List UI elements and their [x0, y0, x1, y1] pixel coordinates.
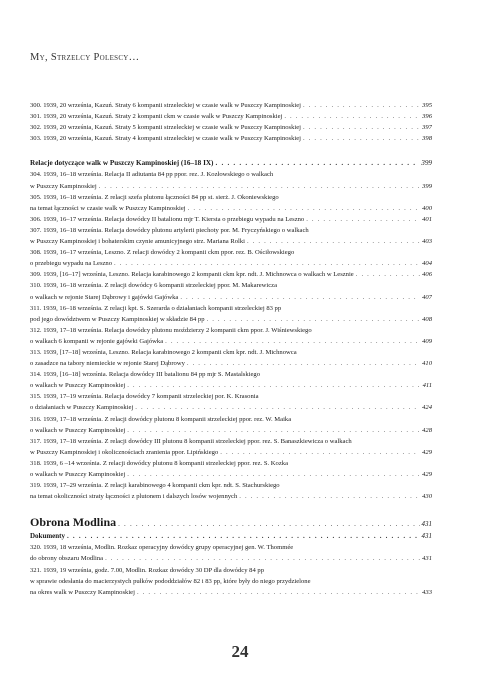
toc-entry-title: 317. 1939, 17–18 września. Z relacji dowódcy III plutonu 8 kompanii strzeleckiej ppor. rez. S. Banaszkiewicza o walkach [30, 437, 352, 445]
toc-entry-page: 403 [422, 238, 432, 246]
toc-entry-line [30, 303, 432, 314]
leader-dots [239, 491, 420, 502]
toc-entry-line [30, 402, 432, 413]
toc-entry-page: 400 [422, 204, 432, 212]
toc-entry-page: 429 [422, 448, 432, 456]
toc-entry-line [30, 292, 432, 303]
toc-entry-line [30, 192, 432, 203]
toc-entry-title: na temat okoliczności straty łączności z plutonem i dalszych losów wojennych [30, 493, 238, 501]
toc-entry-title: 315. 1939, 17–19 września. Relacja dowódcy 7 kompanii strzeleckiej por. K. Krasonia [30, 393, 259, 401]
leader-dots [180, 292, 420, 303]
toc-entry-line [30, 325, 432, 336]
toc-entry-line [30, 369, 432, 380]
toc-entry-page: 399 [421, 159, 432, 168]
toc-entry-title: o walkach w Puszczy Kampinoskiej [30, 471, 126, 478]
toc-entry-line [30, 214, 432, 225]
toc-entry-page: 398 [422, 135, 432, 143]
toc-entry-title: 318. 1939, 6 –14 września. Z relacji dowódcy plutonu 8 kompanii strzeleckiej ppor. rez. S. Kozka [30, 459, 289, 467]
leader-dots [207, 314, 421, 325]
toc-entry-title: 307. 1939, 16–18 września. Relacja dowódcy plutonu artylerii piechoty por. M. Fryczyńskiego o walkach [30, 226, 309, 234]
toc-entry-title: w sprawie odesłania do macierzystych pułków pododdziałów 82 i 83 pp, które były do niego przydzielone [30, 577, 311, 585]
toc-entry-title: o walkach w Puszczy Kampinoskiej [30, 426, 126, 434]
toc-entry-title: o działaniach w Puszczy Kampinoskiej [30, 404, 134, 412]
toc-entry-line [30, 414, 432, 425]
toc-entry-title: na temat łączności w czasie walk w Puszczy Kampinoskiej [30, 204, 186, 212]
toc-entry-page: 410 [422, 360, 432, 368]
leader-dots [118, 516, 419, 531]
toc-entry-title: 308. 1939, 16–17 września, Leszno. Z relacji dowódcy 2 kompanii ckm ppor. rez. B. Ościłowskiego [30, 249, 295, 257]
leader-dots [99, 181, 420, 192]
spacer [30, 144, 432, 158]
toc-entry-title: w Puszczy Kampinoskiej i okolicznościach zranienia ppor. Lipińskiego [30, 448, 219, 456]
toc-entry-title: 306. 1939, 16–17 września. Relacja dowódcy II batalionu mjr T. Kiersta o przebiegu wypadu na Leszno [30, 215, 305, 223]
toc-entry-page: 428 [422, 426, 432, 434]
toc-section-heading [30, 158, 432, 169]
toc-entry-line [30, 111, 432, 122]
toc-entry-line [30, 269, 432, 280]
toc-entry-title: Dokumenty [30, 532, 66, 541]
toc-entry-line [30, 436, 432, 447]
toc-entry-page: 408 [422, 315, 432, 323]
toc-group-modlin-documents [30, 542, 432, 597]
toc-entry-page: 431 [421, 520, 432, 529]
toc-entry-line [30, 336, 432, 347]
toc-group-accounts [30, 169, 432, 502]
toc-entry-line [30, 469, 432, 480]
toc-entry-page: 396 [422, 113, 432, 121]
toc-entry-title: 321. 1939, 19 września, godz. 7.00, Modlin. Rozkaz dowódcy 30 DP dla dowódcy 84 pp [30, 566, 264, 574]
toc-entry-page: 431 [422, 555, 432, 563]
toc-entry-line [30, 258, 432, 269]
toc-entry-title: 310. 1939, 16–18 września. Z relacji dowódcy 6 kompanii strzeleckiej ppor. M. Makarewicza [30, 282, 278, 290]
leader-dots [303, 122, 420, 133]
toc-entry-line [30, 565, 432, 576]
toc-entry-page: 409 [422, 337, 432, 345]
leader-dots [188, 203, 420, 214]
toc-entry-line [30, 236, 432, 247]
toc-entry-page: 433 [422, 588, 432, 596]
toc-entry-line [30, 491, 432, 502]
toc-entry-line [30, 122, 432, 133]
toc-entry-line [30, 100, 432, 111]
toc-entry-title: 316. 1939, 17–18 września. Z relacji dowódcy plutonu 8 kompanii strzeleckiej ppor. rez. W. Maika [30, 415, 292, 423]
toc-entry-page: 395 [422, 102, 432, 109]
leader-dots [356, 269, 420, 280]
toc-entry-line [30, 314, 432, 325]
toc-entry-title: 301. 1939, 20 września, Kazuń. Straty 2 kompanii ckm w czasie walk w Puszczy Kampinoskiej [30, 113, 283, 121]
page-number: 24 [231, 642, 249, 661]
toc-entry-line [30, 280, 432, 291]
toc-entry-page: 411 [422, 382, 432, 390]
toc-entry-title: o walkach w Puszczy Kampinoskiej [30, 382, 126, 390]
toc-entry-page: 429 [422, 471, 432, 478]
toc-entry-line [30, 587, 432, 598]
leader-dots [220, 447, 420, 458]
toc-entry-title: Obrona Modlina [30, 515, 117, 530]
toc-entry-line [30, 347, 432, 358]
toc-entry-title: o zasadzce na tabory niemieckie w rejonie Starej Dąbrowy [30, 360, 185, 368]
toc-entry-page: 431 [421, 532, 432, 541]
table-of-contents [30, 100, 432, 598]
leader-dots [135, 402, 420, 413]
toc-entry-page: 401 [422, 215, 432, 223]
toc-entry-line [30, 380, 432, 391]
leader-dots [114, 258, 420, 269]
toc-entry-page: 399 [422, 182, 432, 190]
toc-entry-title: 314. 1939, [16–18] września. Relacja dowódcy III batalionu 84 pp mjr S. Mastalskiego [30, 371, 260, 379]
toc-entry-title: w Puszczy Kampinoskiej i bohaterskim czynie amunicyjnego strz. Mariana Rolki [30, 238, 245, 246]
toc-subsection-heading [30, 531, 432, 542]
toc-entry-page: 407 [422, 293, 432, 301]
toc-entry-line [30, 203, 432, 214]
toc-entry-line [30, 225, 432, 236]
leader-dots [127, 425, 420, 436]
toc-entry-title: w Puszczy Kampinoskiej [30, 182, 97, 190]
toc-entry-title: o przebiegu wypadu na Leszno [30, 260, 113, 268]
toc-entry-title: 300. 1939, 20 września, Kazuń. Straty 6 kompanii strzeleckiej w czasie walk w Puszczy Kampinoskiej [30, 102, 302, 109]
leader-dots [187, 358, 420, 369]
toc-entry-title: 302. 1939, 20 września, Kazuń. Straty 5 kompanii strzeleckiej w czasie walk w Puszczy Kampinoskiej [30, 124, 302, 132]
toc-entry-line [30, 480, 432, 491]
leader-dots [306, 214, 420, 225]
toc-entry-title: 304. 1939, 16–18 września. Relacja II adiutanta 84 pp ppor. rez. J. Kozłowskiego o walkach [30, 171, 274, 179]
leader-dots [284, 111, 420, 122]
toc-entry-title: 319. 1939, 17–29 września. Z relacji karabinowego 4 kompanii ckm kpr. ndt. S. Stachurskiego [30, 482, 280, 490]
toc-entry-title: 311. 1939, 16–18 września. Z relacji kpt. S. Szerarda o działaniach kompanii strzeleckiej 83 pp [30, 304, 282, 312]
toc-entry-line [30, 447, 432, 458]
leader-dots [303, 133, 420, 144]
toc-entry-page: 430 [422, 493, 432, 501]
toc-entry-line [30, 358, 432, 369]
toc-entry-title: do obrony obszaru Modlina [30, 555, 104, 563]
leader-dots [165, 336, 420, 347]
toc-entry-line [30, 576, 432, 587]
toc-entry-line [30, 169, 432, 180]
toc-entry-line [30, 181, 432, 192]
toc-entry-page: 406 [422, 271, 432, 279]
leader-dots [105, 553, 420, 564]
toc-entry-title: 312. 1939, 17–18 września. Relacja dowódcy plutonu moździerzy 2 kompanii ckm ppor. J. Wiśniewskiego [30, 326, 312, 334]
toc-entry-line [30, 247, 432, 258]
toc-entry-line [30, 458, 432, 469]
toc-entry-title: 305. 1939, 16–18 września. Z relacji szefa plutonu łączności 84 pp st. sierż. J. Okoniewskiego [30, 193, 279, 201]
toc-entry-title: o walkach w rejonie Starej Dąbrowy i gajówki Gajówka [30, 293, 179, 301]
toc-entry-line [30, 133, 432, 144]
toc-entry-title: o walkach 6 kompanii w rejonie gajówki Gajówka [30, 337, 164, 345]
leader-dots [127, 469, 420, 480]
leader-dots [247, 236, 420, 247]
toc-entry-line [30, 553, 432, 564]
toc-entry-line [30, 542, 432, 553]
toc-entry-title: 309. 1939, [16–17] września, Leszno. Relacja karabinowego 2 kompanii ckm kpr. ndt. J. Michnowca o walkach w Lesznie [30, 271, 354, 279]
toc-entry-page: 424 [422, 404, 432, 412]
toc-entry-line [30, 425, 432, 436]
running-head: My, Strzelcy Polescy… [30, 52, 140, 63]
toc-chapter-heading [30, 514, 432, 531]
toc-entry-title: na okres walk w Puszczy Kampinoskiej [30, 588, 135, 596]
toc-entry-title: pod jego dowództwem w Puszczy Kampinoskiej w składzie 84 pp [30, 315, 205, 323]
leader-dots [137, 587, 420, 598]
toc-entry-page: 404 [422, 260, 432, 268]
toc-entry-line [30, 391, 432, 402]
toc-entry-title: 320. 1939, 18 września, Modlin. Rozkaz operacyjny dowódcy grupy operacyjnej gen. W. Thommée [30, 544, 294, 552]
spacer [30, 502, 432, 514]
toc-entry-title: 313. 1939, [17–18] września, Leszno. Relacja karabinowego 2 kompanii ckm kpr. ndt. J. Michnowca [30, 348, 297, 356]
leader-dots [127, 380, 420, 391]
toc-entry-title: Relacje dotyczące walk w Puszczy Kampinoskiej (16–18 IX) [30, 159, 214, 168]
leader-dots [215, 158, 419, 169]
toc-group-documents-losses [30, 100, 432, 144]
leader-dots [303, 100, 420, 111]
toc-entry-page: 397 [422, 124, 432, 132]
leader-dots [67, 531, 419, 542]
toc-entry-title: 303. 1939, 20 września, Kazuń. Straty 4 kompanii strzeleckiej w czasie walk w Puszczy Kampinoskiej [30, 135, 302, 143]
